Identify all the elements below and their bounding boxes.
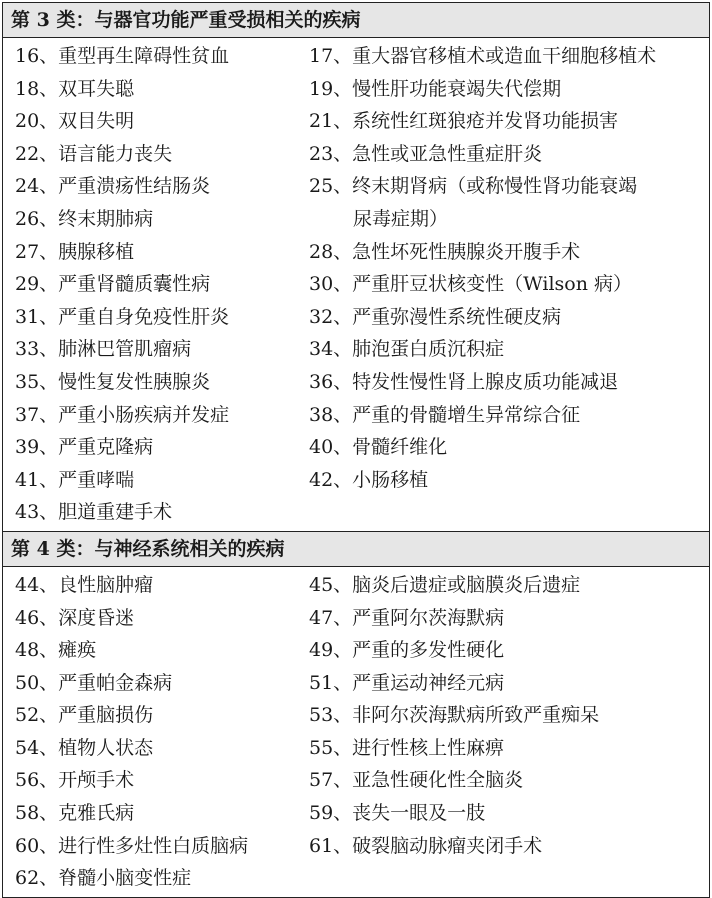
disease-item: 26、终末期肺病	[15, 207, 154, 230]
disease-item: 37、严重小肠疾病并发症	[15, 403, 230, 426]
disease-item: 36、特发性慢性肾上腺皮质功能减退	[309, 370, 619, 393]
disease-item: 56、开颅手术	[15, 769, 135, 792]
table-row	[3, 634, 709, 667]
disease-item: 46、深度昏迷	[15, 606, 135, 629]
table-row	[3, 399, 709, 432]
table-row	[3, 764, 709, 797]
table-row	[3, 602, 709, 635]
disease-item: 35、慢性复发性胰腺炎	[15, 370, 211, 393]
disease-item: 40、骨髓纤维化	[309, 436, 448, 459]
disease-item: 47、严重阿尔茨海默病	[309, 606, 505, 629]
disease-item: 18、双耳失聪	[15, 77, 135, 100]
disease-item-continuation: 尿毒症期）	[353, 207, 449, 230]
disease-item: 44、良性脑肿瘤	[15, 573, 154, 596]
table-row	[3, 862, 709, 895]
table-row	[3, 268, 709, 301]
disease-item: 58、克雅氏病	[15, 802, 135, 825]
disease-item: 62、脊髓小脑变性症	[15, 867, 192, 890]
disease-item: 20、双目失明	[15, 110, 135, 133]
disease-item: 48、瘫痪	[15, 639, 97, 662]
disease-item: 55、进行性核上性麻痹	[309, 736, 505, 759]
disease-item: 28、急性坏死性胰腺炎开腹手术	[309, 240, 581, 263]
table-row	[3, 464, 709, 497]
disease-item: 29、严重肾髓质囊性病	[15, 273, 211, 296]
table-row	[3, 496, 709, 529]
table-row	[3, 40, 709, 73]
disease-item: 45、脑炎后遗症或脑膜炎后遗症	[309, 573, 581, 596]
disease-item: 61、破裂脑动脉瘤夹闭手术	[309, 834, 543, 857]
disease-item: 38、严重的骨髓增生异常综合征	[309, 403, 581, 426]
section-body-category-4	[3, 567, 709, 897]
disease-item: 59、丧失一眼及一肢	[309, 802, 486, 825]
disease-item: 42、小肠移植	[309, 468, 429, 491]
table-row	[3, 699, 709, 732]
disease-table	[2, 2, 710, 898]
table-row	[3, 732, 709, 765]
table-row	[3, 301, 709, 334]
disease-item: 30、严重肝豆状核变性（Wilson 病）	[309, 273, 632, 296]
table-row	[3, 797, 709, 830]
disease-item: 54、植物人状态	[15, 736, 154, 759]
table-row	[3, 236, 709, 269]
table-row	[3, 73, 709, 106]
disease-item: 49、严重的多发性硬化	[309, 639, 505, 662]
disease-item: 19、慢性肝功能衰竭失代偿期	[309, 77, 562, 100]
section-header-category-3: 第 3 类：与器官功能严重受损相关的疾病	[3, 3, 709, 38]
table-row	[3, 170, 709, 235]
disease-item: 23、急性或亚急性重症肝炎	[309, 142, 543, 165]
section-body-category-3	[3, 38, 709, 532]
disease-item: 33、肺淋巴管肌瘤病	[15, 338, 192, 361]
disease-item: 31、严重自身免疫性肝炎	[15, 305, 230, 328]
disease-item: 41、严重哮喘	[15, 468, 135, 491]
disease-item: 34、肺泡蛋白质沉积症	[309, 338, 505, 361]
disease-item: 32、严重弥漫性系统性硬皮病	[309, 305, 562, 328]
disease-item: 21、系统性红斑狼疮并发肾功能损害	[309, 110, 619, 133]
table-row	[3, 431, 709, 464]
disease-item: 22、语言能力丧失	[15, 142, 173, 165]
disease-item: 39、严重克隆病	[15, 436, 154, 459]
disease-item: 17、重大器官移植术或造血干细胞移植术	[309, 45, 657, 67]
disease-item: 60、进行性多灶性白质脑病	[15, 834, 249, 857]
table-row	[3, 569, 709, 602]
table-row	[3, 366, 709, 399]
section-header-category-4: 第 4 类：与神经系统相关的疾病	[3, 532, 709, 567]
disease-item: 16、重型再生障碍性贫血	[15, 45, 230, 67]
disease-item: 51、严重运动神经元病	[309, 671, 505, 694]
disease-item-pair	[3, 170, 305, 235]
disease-item: 50、严重帕金森病	[15, 671, 173, 694]
disease-item: 27、胰腺移植	[15, 240, 135, 263]
table-row	[3, 333, 709, 366]
disease-item: 25、终末期肾病（或称慢性肾功能衰竭	[309, 175, 638, 198]
disease-item: 57、亚急性硬化性全脑炎	[309, 769, 524, 792]
table-row	[3, 105, 709, 138]
disease-item: 53、非阿尔茨海默病所致严重痴呆	[309, 704, 600, 727]
disease-item-wrapped	[305, 170, 707, 235]
table-row	[3, 830, 709, 863]
table-row	[3, 138, 709, 171]
disease-item: 24、严重溃疡性结肠炎	[15, 175, 211, 198]
table-row	[3, 667, 709, 700]
disease-item: 43、胆道重建手术	[15, 501, 173, 524]
disease-item: 52、严重脑损伤	[15, 704, 154, 727]
